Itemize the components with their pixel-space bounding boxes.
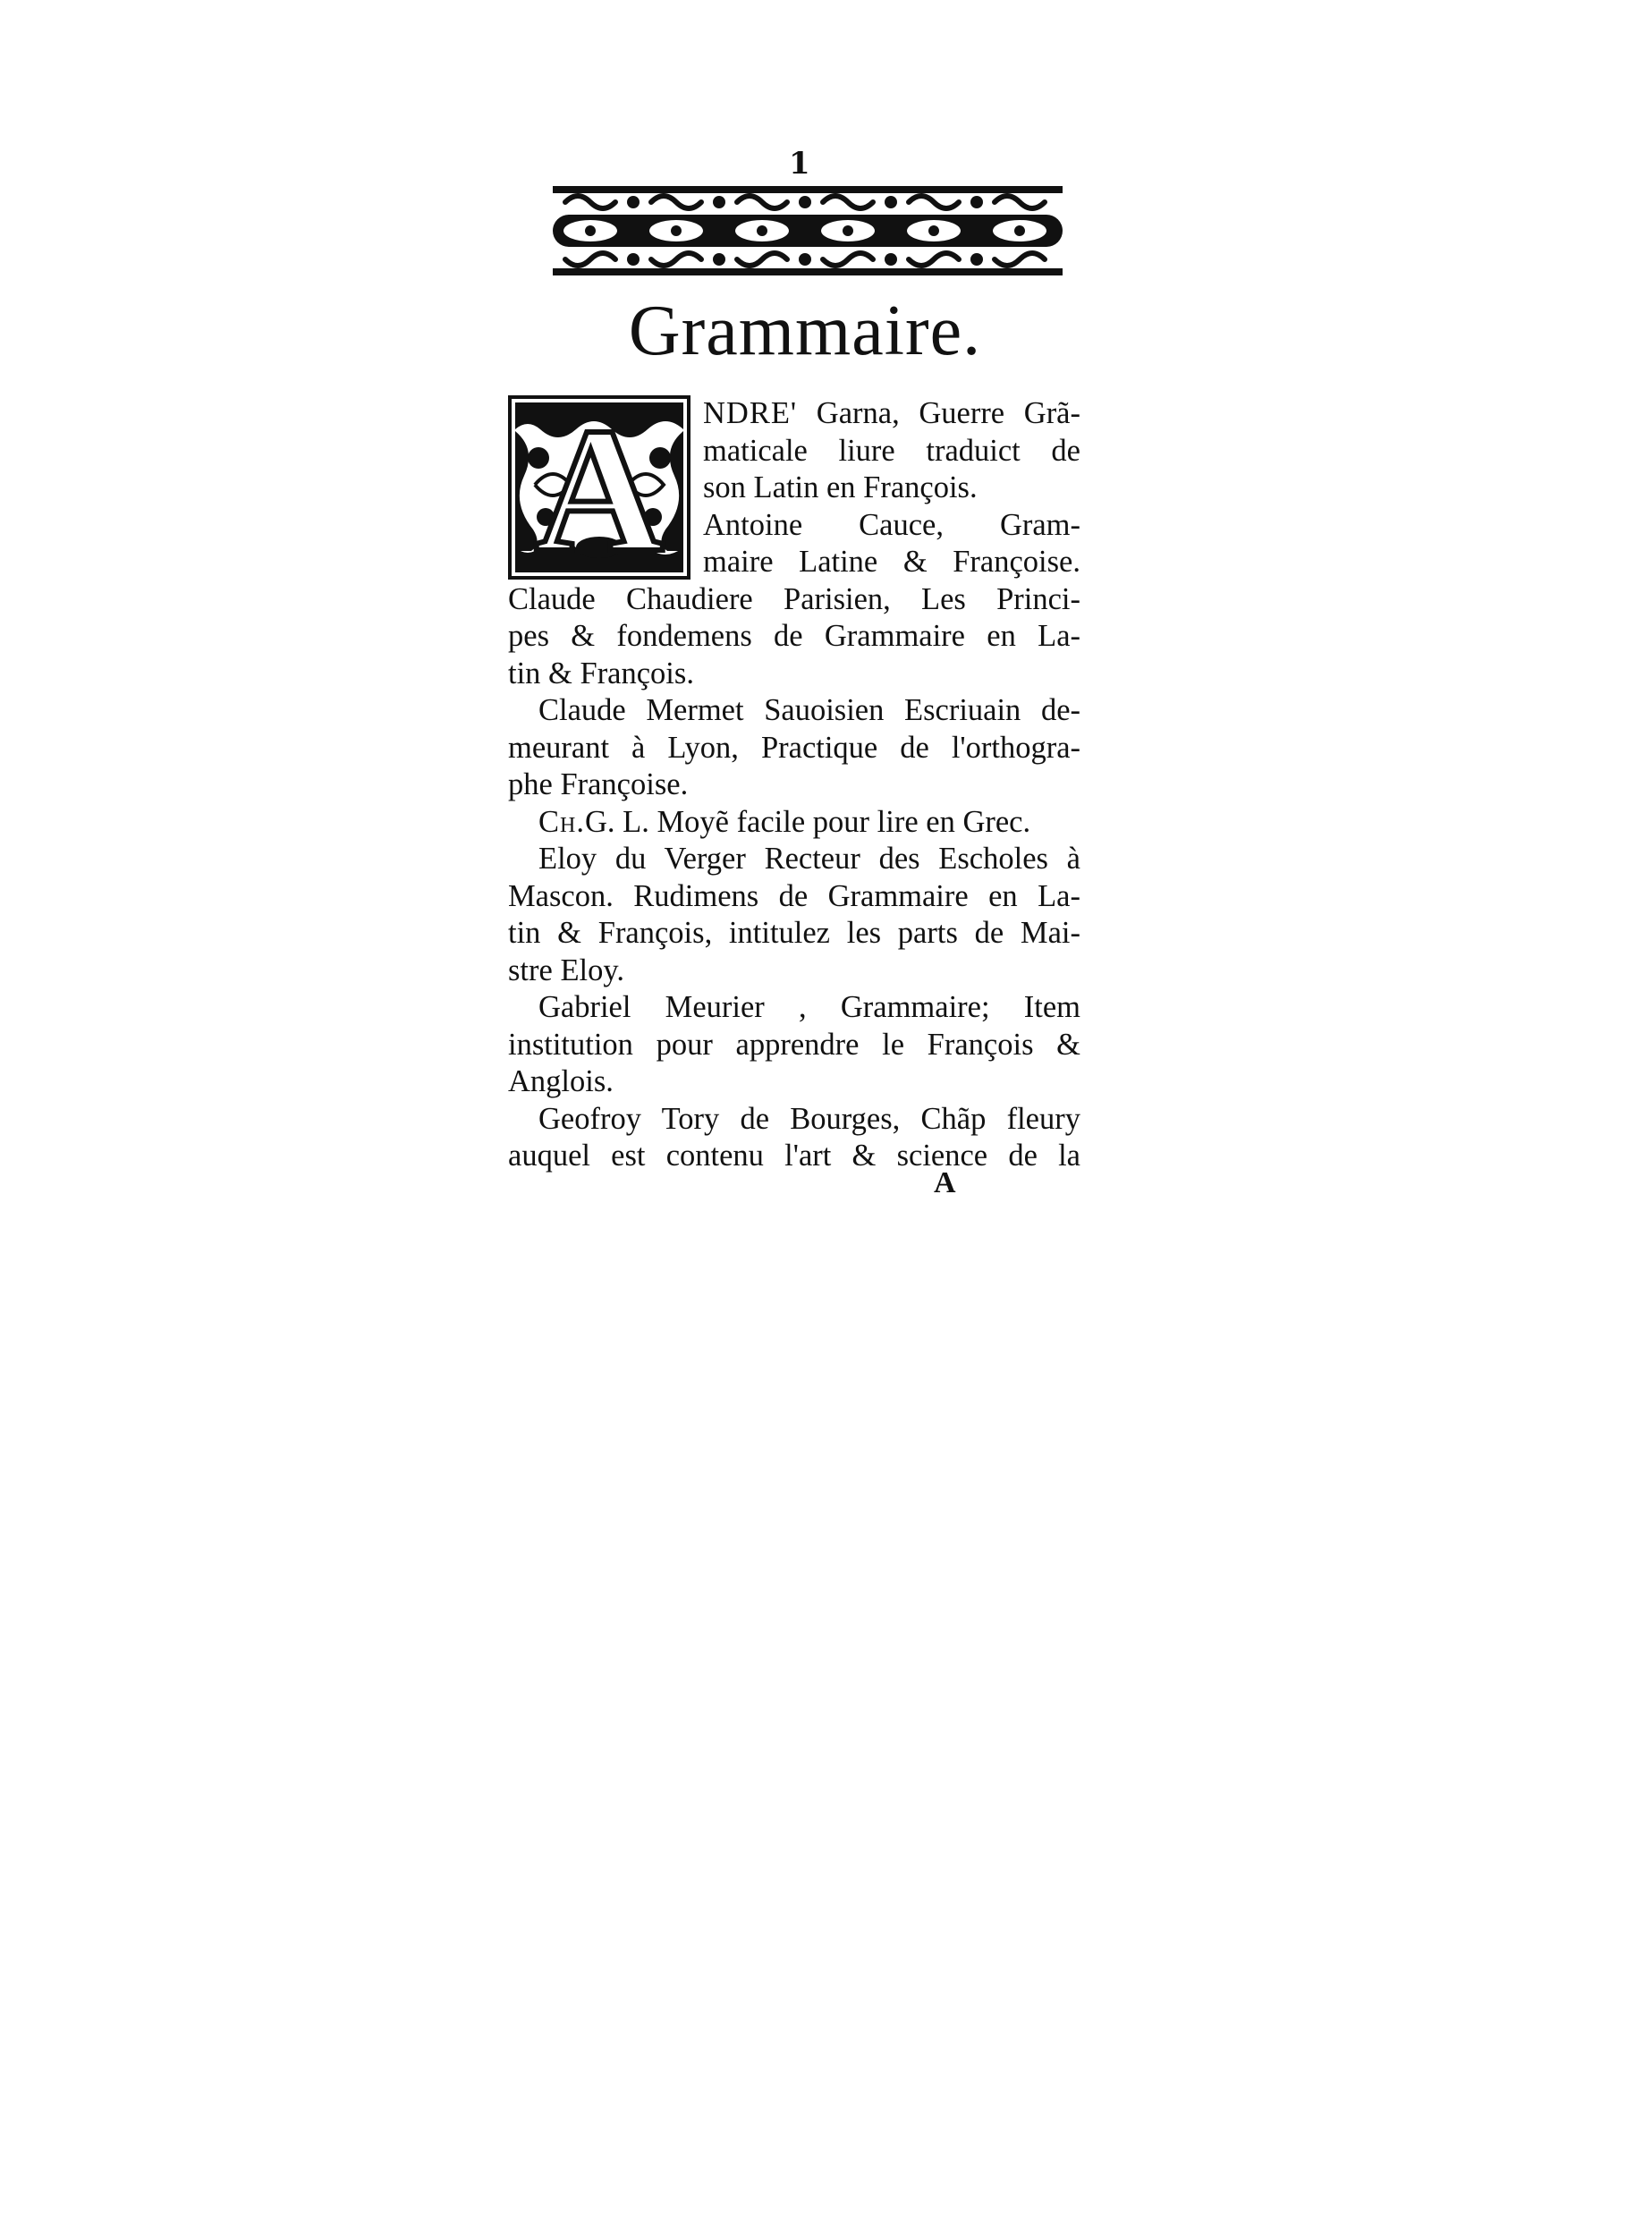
text-line: institution pour apprendre le François & (508, 1027, 1080, 1062)
page-number: 1 (789, 146, 810, 182)
text-line: Claude Mermet Sauoisien Escriuain de- (538, 693, 1080, 727)
decorative-headpiece (547, 182, 1068, 279)
text-line: pes & fondemens de Grammaire en La- (508, 619, 1080, 653)
text-line: stre Eloy. (508, 953, 624, 987)
text-line: tin & François, intitulez les parts de Mai- (508, 916, 1080, 950)
text-line: maticale liure traduict de (703, 433, 1080, 468)
text-line: Mascon. Rudimens de Grammaire en La- (508, 878, 1080, 913)
text-line: Geofroy Tory de Bourges, Chãp fleury (538, 1101, 1080, 1136)
section-title: Grammaire. (628, 292, 982, 370)
text-line: Antoine Cauce, Gram- (703, 507, 1080, 542)
text-line: son Latin en François. (703, 470, 978, 504)
line-lead: NDRE' (703, 396, 798, 430)
line-text: Garna, Guerre Grã- (797, 396, 1080, 430)
decorated-initial (508, 392, 690, 589)
text-line: Gabriel Meurier , Grammaire; Item (538, 990, 1080, 1024)
text-line: phe Françoise. (508, 767, 689, 801)
text-line: maire Latine & Françoise. (703, 545, 1080, 579)
catalogue-text (508, 392, 1080, 1175)
text-line: Claude Chaudiere Parisien, Les Princi- (508, 581, 1080, 616)
text-line: meurant à Lyon, Practique de l'orthogra- (508, 730, 1080, 765)
line-text: G. L. Moyẽ facile pour lire en Grec. (584, 804, 1031, 839)
text-line: auquel est contenu l'art & science de la (508, 1139, 1080, 1173)
text-line (508, 804, 1080, 842)
text-line: tin & François. (508, 656, 694, 690)
text-line: Anglois. (508, 1064, 614, 1098)
initial-letter: A (534, 392, 665, 589)
text-line: Eloy du Verger Recteur des Escholes à (538, 842, 1080, 876)
line-lead: Ch. (538, 804, 585, 839)
catchword: A (934, 1166, 956, 1199)
